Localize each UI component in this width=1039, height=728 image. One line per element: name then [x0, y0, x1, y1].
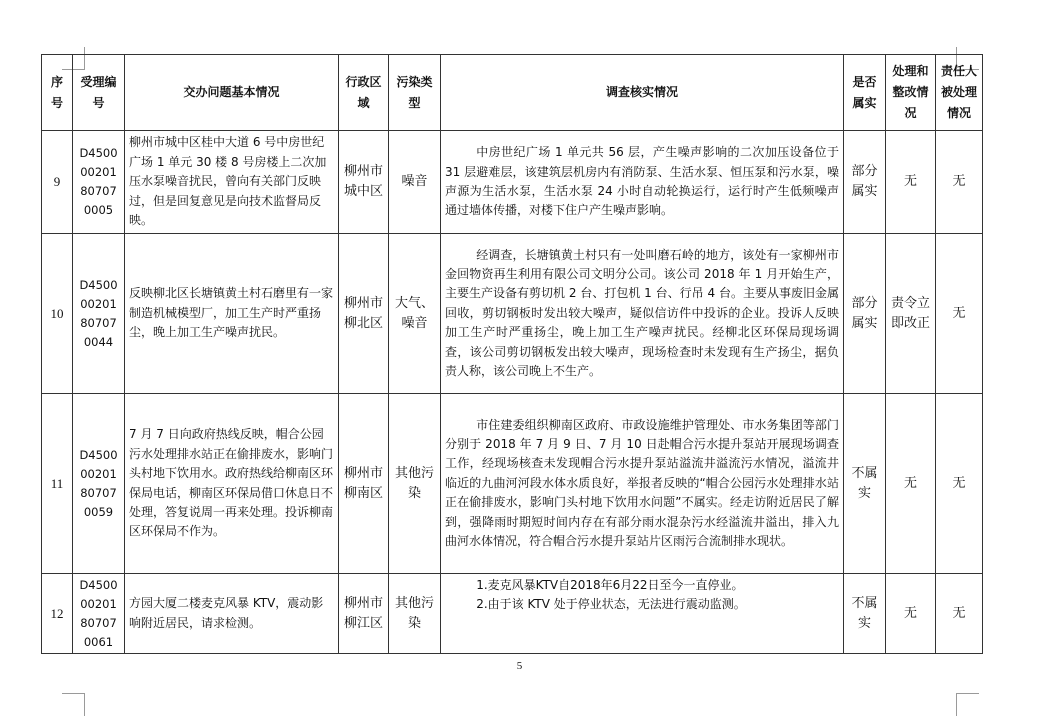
row-seq: 11 [42, 394, 73, 574]
header-row [42, 55, 983, 131]
header-pollution: 污染类型 [389, 55, 441, 131]
row-investigation: 经调查，长塘镇黄土村只有一处叫磨石岭的地方，该处有一家柳州市金回物资再生利用有限公司文明分公司。该公司 2018 年 1 月开始生产，主要生产设备有剪切机 2 台、打包机 1 台、行吊 4 台。主要从事废旧金属回收，剪切钢板时发出较大噪声，疑似信访件中投诉的企业。投诉人反映加工生产时严重扬尘，晚上加工生产噪声扰民。经柳北区环保局现场调查，该公司剪切钢板发出较大噪声，现场检查时未发现有生产扬尘，据负责人称，该公司晚上不生产。 [441, 234, 844, 394]
page-number: 5 [516, 660, 523, 672]
header-handling: 处理和整改情况 [886, 55, 936, 131]
table-row [42, 131, 983, 234]
row-investigation: 1.麦克风暴KTV自2018年6月22日至今一直停业。 2.由于该 KTV 处于停业状态，无法进行震动监测。 [441, 574, 844, 654]
row-pollution: 大气、噪音 [389, 234, 441, 394]
row-verified: 部分属实 [844, 131, 886, 234]
row-seq: 12 [42, 574, 73, 654]
header-accountability: 责任人被处理情况 [936, 55, 983, 131]
row-problem: 方园大厦二楼麦克风暴 KTV，震动影响附近居民，请求检测。 [125, 574, 339, 654]
row-pollution: 其他污染 [389, 394, 441, 574]
row-problem: 柳州市城中区桂中大道 6 号中房世纪广场 1 单元 30 楼 8 号房楼上二次加压水泵噪音扰民，曾向有关部门反映过，但是回复意见是向技术监督局反映。 [125, 131, 339, 234]
row-district: 柳州市城中区 [339, 131, 389, 234]
crop-mark-bottom-right [956, 693, 979, 716]
crop-mark-bottom-left [62, 693, 85, 716]
row-pollution: 其他污染 [389, 574, 441, 654]
row-investigation: 中房世纪广场 1 单元共 56 层，产生噪声影响的二次加压设备位于 31 层避难层，该建筑层机房内有消防泵、生活水泵、恒压泵和污水泵，噪声源为生活水泵，生活水泵 24 小时自动轮换运行，运行时产生低频噪声通过墙体传播，对楼下住户产生噪声影响。 [441, 131, 844, 234]
header-district: 行政区域 [339, 55, 389, 131]
row-handling: 无 [886, 574, 936, 654]
header-seq: 序号 [42, 55, 73, 131]
table-row [42, 394, 983, 574]
header-problem: 交办问题基本情况 [125, 55, 339, 131]
row-handling: 无 [886, 394, 936, 574]
row-verified: 不属实 [844, 394, 886, 574]
row-code: D450000201807070061 [73, 574, 125, 654]
header-verified: 是否属实 [844, 55, 886, 131]
row-accountability: 无 [936, 394, 983, 574]
row-handling: 无 [886, 131, 936, 234]
row-seq: 10 [42, 234, 73, 394]
row-investigation: 市住建委组织柳南区政府、市政设施维护管理处、市水务集团等部门分别于 2018 年 7 月 9 日、7 月 10 日赴帽合污水提升泵站开展现场调查工作，经现场核查未发现帽合污水提升泵站溢流井溢流污水情况，溢流井临近的九曲河河段水体水质良好，举报者反映的“帽合公园污水处理排水站正在偷排废水，影响门头村地下饮用水问题”不属实。经走访附近居民了解到，强降雨时期短时间内存在有部分雨水混杂污水经溢流井溢出，排入九曲河水体情况，符合帽合污水提升泵站片区雨污合流制排水现状。 [441, 394, 844, 574]
table-row [42, 234, 983, 394]
row-handling: 责令立即改正 [886, 234, 936, 394]
row-code: D450000201807070005 [73, 131, 125, 234]
row-accountability: 无 [936, 234, 983, 394]
row-code: D450000201807070044 [73, 234, 125, 394]
row-code: D450000201807070059 [73, 394, 125, 574]
header-investigation: 调查核实情况 [441, 55, 844, 131]
row-problem: 反映柳北区长塘镇黄土村石磨里有一家制造机械模型厂，加工生产时严重扬尘，晚上加工生产噪声扰民。 [125, 234, 339, 394]
row-problem: 7 月 7 日向政府热线反映，帽合公园污水处理排水站正在偷排废水，影响门头村地下饮用水。政府热线给柳南区环保局电话，柳南区环保局借口休息日不处理，答复说周一再来处理。投诉柳南区环保局不作为。 [125, 394, 339, 574]
row-pollution: 噪音 [389, 131, 441, 234]
row-accountability: 无 [936, 574, 983, 654]
row-district: 柳州市柳江区 [339, 574, 389, 654]
row-verified: 部分属实 [844, 234, 886, 394]
row-district: 柳州市柳北区 [339, 234, 389, 394]
complaint-table [41, 54, 983, 654]
table-row [42, 574, 983, 654]
row-district: 柳州市柳南区 [339, 394, 389, 574]
row-verified: 不属实 [844, 574, 886, 654]
row-seq: 9 [42, 131, 73, 234]
row-accountability: 无 [936, 131, 983, 234]
header-code: 受理编号 [73, 55, 125, 131]
